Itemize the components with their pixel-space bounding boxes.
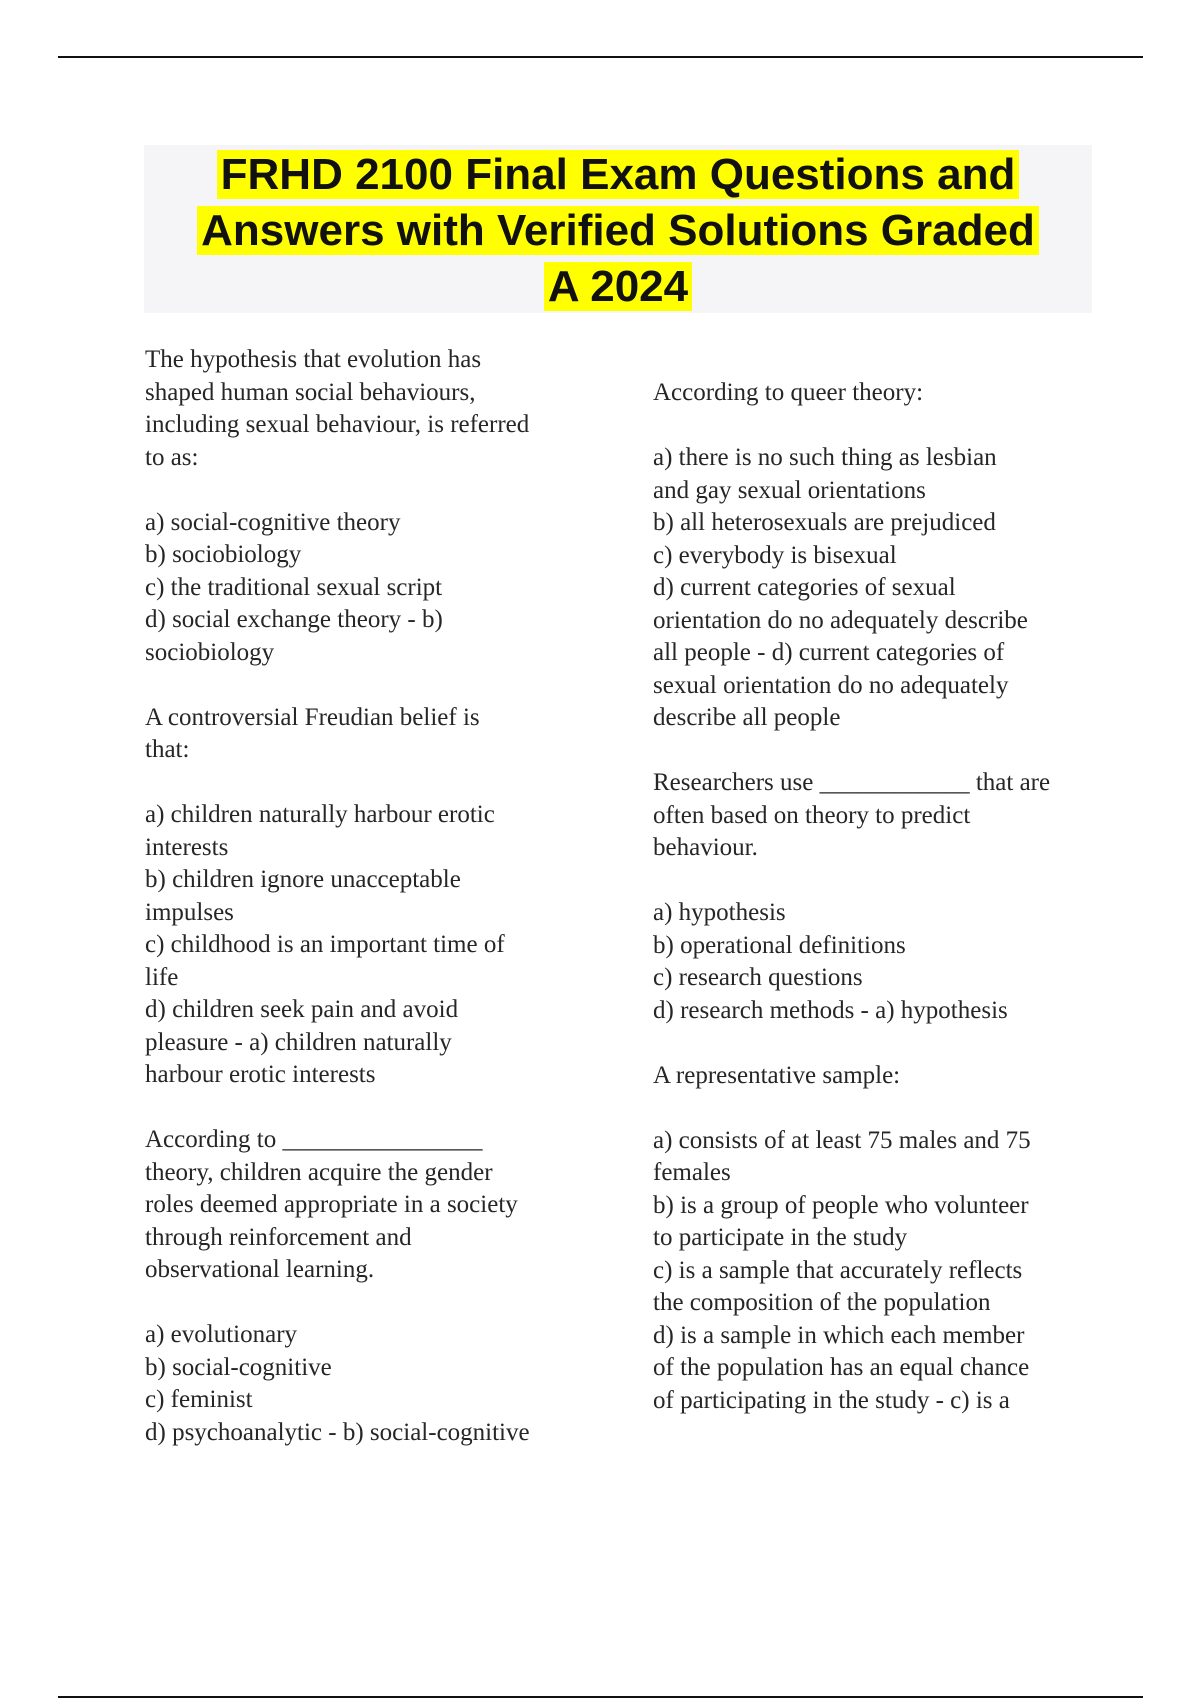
title-line-2: Answers with Verified Solutions Graded [197,206,1039,255]
answer-option: d) is a sample in which each member [653,1321,1025,1349]
question-stem-line: including sexual behaviour, is referred [145,411,530,438]
question-stem-line: According to queer theory: [653,379,924,406]
answer-option: d) psychoanalytic - b) social-cognitive [145,1418,530,1446]
answer-option: a) there is no such thing as lesbian [653,444,997,471]
answer-option: c) everybody is bisexual [653,541,897,569]
answer-option: impulses [145,898,234,926]
answer-option: a) evolutionary [145,1321,298,1348]
answer-option: c) the traditional sexual script [145,573,443,601]
question-stem-line: to as: [145,443,199,471]
question-stem-line: shaped human social behaviours, [145,378,476,406]
answer-option: d) children seek pain and avoid [145,996,459,1023]
answer-option: c) feminist [145,1386,253,1413]
answer-option: sexual orientation do no adequately [653,671,1009,699]
answer-option: b) all heterosexuals are prejudiced [653,509,996,536]
answer-option: b) sociobiology [145,541,302,568]
answer-option: sociobiology [145,638,275,666]
question-stem-line: through reinforcement and [145,1223,412,1251]
answer-option: all people - d) current categories of [653,639,1005,666]
question-stem-line: A representative sample: [653,1061,901,1089]
question-4 [653,377,1103,735]
left-column [145,344,585,1449]
question-stem-line: According to ________________ [145,1126,483,1153]
question-stem-line: observational learning. [145,1256,375,1283]
question-1 [145,344,585,669]
answer-option: and gay sexual orientations [653,476,926,504]
answer-option: c) is a sample that accurately reflects [653,1256,1023,1284]
title-line-3: A 2024 [544,262,692,311]
question-stem-line: behaviour. [653,834,758,861]
question-stem-line: Researchers use ____________ that are [653,769,1051,796]
answer-option: females [653,1159,731,1186]
bottom-divider [58,1696,1143,1698]
answer-option: a) consists of at least 75 males and 75 [653,1126,1031,1154]
answer-option: a) social-cognitive theory [145,508,401,536]
answer-option: d) research methods - a) hypothesis [653,996,1008,1024]
title-line-1: FRHD 2100 Final Exam Questions and [217,150,1020,199]
question-6 [653,1060,1103,1418]
answer-option: c) childhood is an important time of [145,931,505,958]
answer-option: to participate in the study [653,1224,908,1251]
answer-option: b) social-cognitive [145,1353,332,1381]
answer-option: b) is a group of people who volunteer [653,1191,1029,1219]
answer-option: a) children naturally harbour erotic [145,801,495,828]
answer-option: harbour erotic interests [145,1061,376,1088]
question-stem-line: roles deemed appropriate in a society [145,1191,518,1218]
answer-option: pleasure - a) children naturally [145,1028,452,1056]
document-title [144,145,1092,313]
answer-option: b) children ignore unacceptable [145,866,461,893]
answer-option: of the population has an equal chance [653,1354,1030,1381]
question-stem-line: theory, children acquire the gender [145,1158,493,1186]
answer-option: d) social exchange theory - b) [145,606,443,633]
top-divider [58,56,1143,58]
question-2 [145,702,585,1092]
question-5 [653,767,1103,1027]
answer-option: interests [145,833,229,861]
answer-option: a) hypothesis [653,899,786,926]
question-stem-line: that: [145,736,190,763]
answer-option: orientation do no adequately describe [653,606,1028,634]
answer-option: of participating in the study - c) is a [653,1386,1010,1414]
answer-option: describe all people [653,704,841,731]
question-stem-line: often based on theory to predict [653,801,971,829]
answer-option: life [145,963,179,991]
answer-option: the composition of the population [653,1289,991,1316]
right-column [653,377,1103,1417]
answer-option: c) research questions [653,964,863,991]
question-3 [145,1124,585,1449]
question-stem-line: The hypothesis that evolution has [145,346,482,373]
answer-option: b) operational definitions [653,931,906,959]
question-stem-line: A controversial Freudian belief is [145,703,480,731]
answer-option: d) current categories of sexual [653,574,956,601]
